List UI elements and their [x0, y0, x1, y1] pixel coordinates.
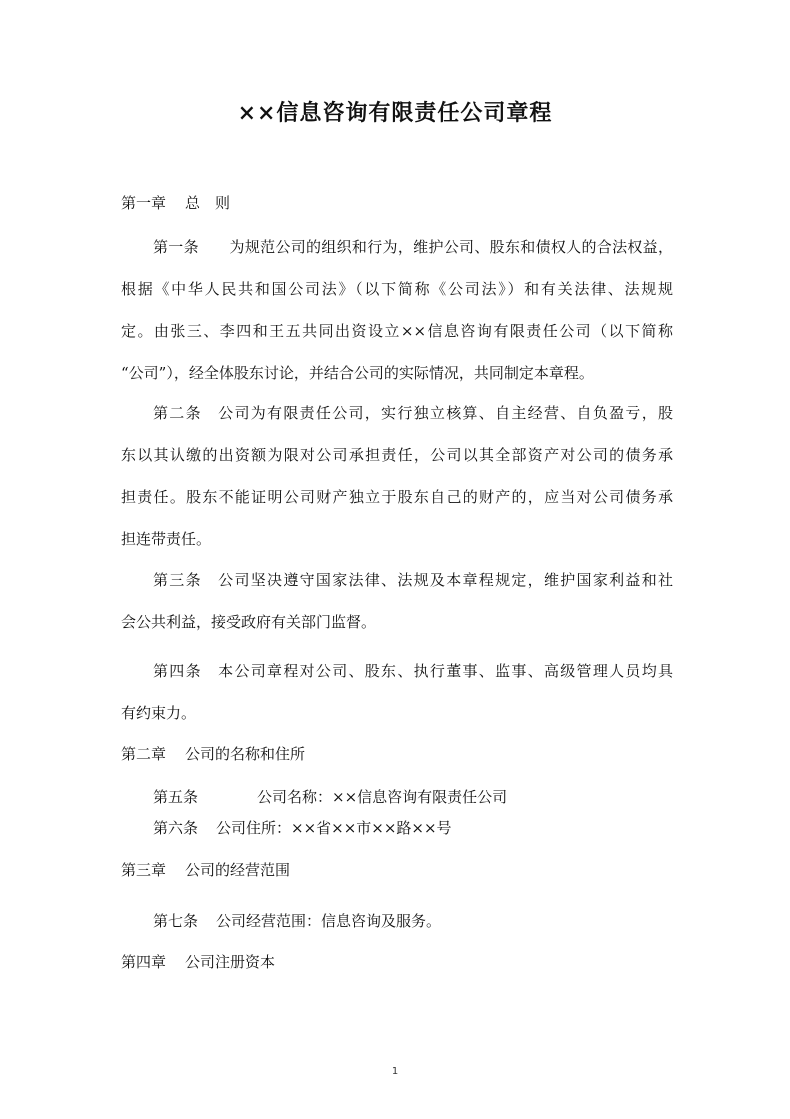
chapter-heading — [121, 859, 290, 880]
paragraph-line: 第二条 公司为有限责任公司，实行独立核算、自主经营、自负盈亏，股 — [153, 404, 673, 422]
paragraph-line: 定。由张三、李四和王五共同出资设立××信息咨询有限责任公司（以下简称 — [121, 322, 673, 340]
chapter-name: 总 则 — [185, 194, 231, 212]
paragraph-line: 担连带责任。 — [121, 530, 212, 548]
chapter-name: 公司注册资本 — [185, 953, 276, 971]
paragraph-line: 第一条 为规范公司的组织和行为，维护公司、股东和债权人的合法权益， — [153, 238, 673, 256]
chapter-heading — [121, 743, 305, 764]
chapter-number: 第四章 — [121, 953, 167, 971]
page-number: 1 — [391, 1066, 399, 1077]
article-label: 第七条 — [153, 912, 199, 930]
article-label: 第五条 — [153, 788, 199, 806]
paragraph-line: 根据《中华人民共和国公司法》（以下简称《公司法》）和有关法律、法规规 — [121, 280, 673, 298]
chapter-name: 公司的名称和住所 — [185, 745, 306, 763]
article-paragraph — [121, 569, 673, 653]
article-paragraph — [121, 660, 673, 744]
document-title: ××信息咨询有限责任公司章程 — [237, 100, 553, 126]
article-text: 公司经营范围：信息咨询及服务。 — [216, 912, 442, 930]
article-text: 公司住所：××省××市××路××号 — [216, 819, 452, 837]
article-line — [153, 817, 452, 838]
article-line — [153, 910, 441, 931]
paragraph-line: 担责任。股东不能证明公司财产独立于股东自己的财产的，应当对公司债务承 — [121, 488, 673, 506]
chapter-number: 第三章 — [121, 861, 167, 879]
article-paragraph — [121, 402, 673, 570]
chapter-heading — [121, 951, 275, 972]
chapter-name: 公司的经营范围 — [185, 861, 291, 879]
article-text: 公司名称：××信息咨询有限责任公司 — [257, 788, 508, 806]
article-paragraph — [121, 236, 673, 404]
paragraph-line: 第四条 本公司章程对公司、股东、执行董事、监事、高级管理人员均具 — [153, 662, 673, 680]
chapter-number: 第一章 — [121, 194, 167, 212]
paragraph-line: 有约束力。 — [121, 704, 197, 722]
chapter-number: 第二章 — [121, 745, 167, 763]
paragraph-line: “公司”），经全体股东讨论，并结合公司的实际情况，共同制定本章程。 — [121, 364, 594, 382]
paragraph-line: 东以其认缴的出资额为限对公司承担责任，公司以其全部资产对公司的债务承 — [121, 446, 673, 464]
paragraph-line: 会公共利益，接受政府有关部门监督。 — [121, 613, 377, 631]
article-label: 第六条 — [153, 819, 199, 837]
chapter-heading — [121, 192, 230, 213]
paragraph-line: 第三条 公司坚决遵守国家法律、法规及本章程规定，维护国家利益和社 — [153, 571, 673, 589]
article-line — [153, 786, 507, 807]
